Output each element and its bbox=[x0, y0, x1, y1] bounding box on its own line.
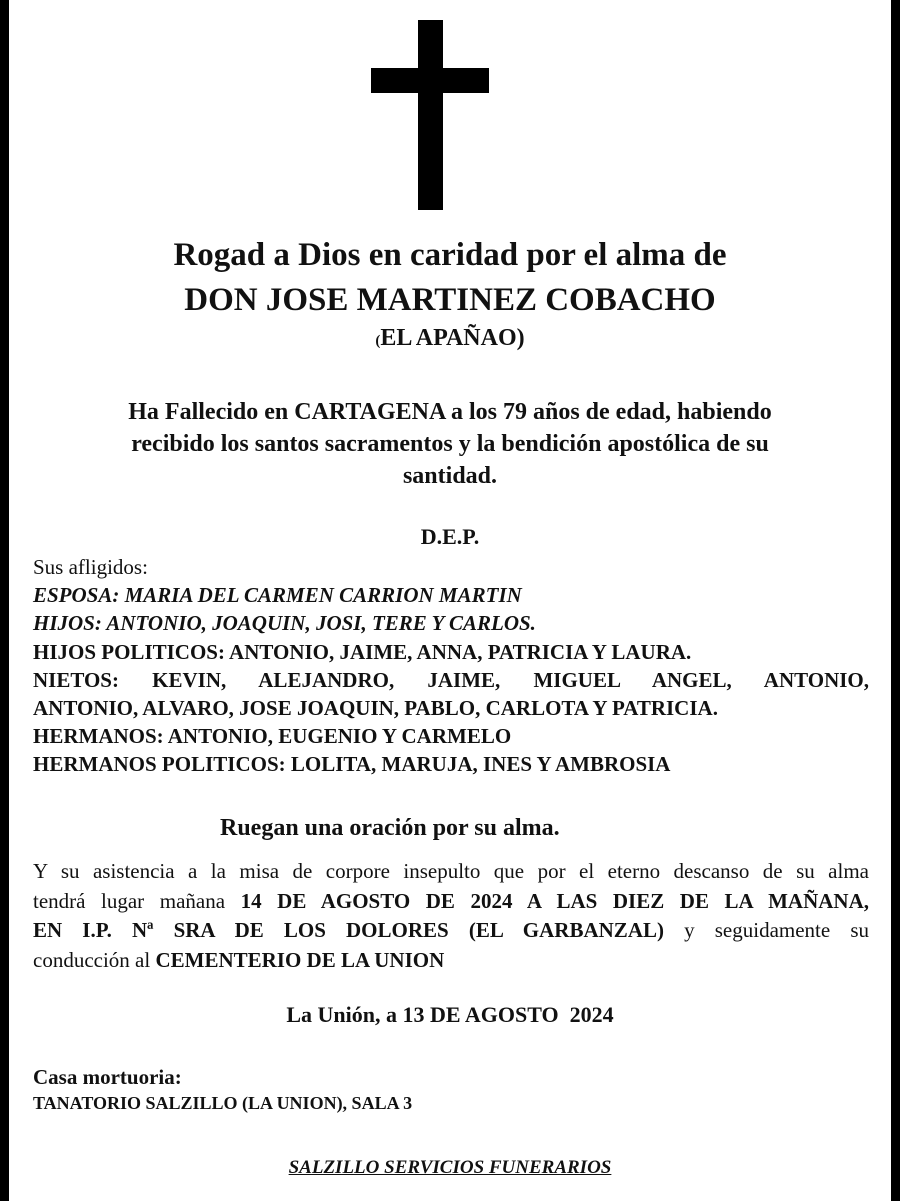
nickname-text: EL APAÑAO) bbox=[380, 325, 525, 351]
relatives-spouse: ESPOSA: MARIA DEL CARMEN CARRION MARTIN bbox=[33, 583, 522, 608]
cross-icon bbox=[371, 20, 489, 210]
mass-details bbox=[33, 857, 869, 975]
mass-text: conducción al bbox=[33, 947, 156, 972]
relatives-children: HIJOS: ANTONIO, JOAQUIN, JOSI, TERE Y CARLOS. bbox=[33, 611, 536, 636]
prayer-request: Ruegan una oración por su alma. bbox=[220, 815, 560, 841]
mass-text: y seguidamente su bbox=[663, 918, 869, 942]
prayer-heading: Rogad a Dios en caridad por el alma de bbox=[173, 237, 727, 273]
dep-label: D.E.P. bbox=[420, 524, 480, 549]
relatives-siblings-in-law: HERMANOS POLITICOS: LOLITA, MARUJA, INES Y AMBROSIA bbox=[33, 752, 671, 777]
announcement-line: recibido los santos sacramentos y la bendición apostólica de su bbox=[131, 431, 769, 457]
relatives-children-in-law: HIJOS POLITICOS: ANTONIO, JAIME, ANNA, PATRICIA Y LAURA. bbox=[33, 639, 692, 664]
relatives-intro: Sus afligidos: bbox=[33, 555, 148, 579]
death-announcement bbox=[30, 396, 870, 492]
mass-text: tendrá lugar mañana bbox=[33, 888, 241, 913]
mass-line bbox=[33, 946, 869, 976]
place-date: La Unión, a 13 DE AGOSTO 2024 bbox=[286, 1002, 614, 1027]
right-border bbox=[891, 0, 900, 1201]
deceased-nickname bbox=[30, 322, 870, 357]
announcement-line: Ha Fallecido en CARTAGENA a los 79 años de edad, habiendo bbox=[128, 399, 772, 425]
funeral-home-label: Casa mortuoria: bbox=[33, 1065, 182, 1089]
deceased-name: DON JOSE MARTINEZ COBACHO bbox=[184, 282, 716, 318]
mass-date-time: 14 DE AGOSTO DE 2024 A LAS DIEZ DE LA MAÑANA, bbox=[240, 888, 869, 913]
relatives-siblings: HERMANOS: ANTONIO, EUGENIO Y CARMELO bbox=[33, 724, 512, 749]
announcement-line: santidad. bbox=[402, 463, 498, 489]
left-border bbox=[0, 0, 9, 1201]
funeral-services-name: SALZILLO SERVICIOS FUNERARIOS bbox=[288, 1157, 612, 1178]
funeral-home-value: TANATORIO SALZILLO (LA UNION), SALA 3 bbox=[33, 1093, 413, 1113]
relatives-grandchildren: NIETOS: KEVIN, ALEJANDRO, JAIME, MIGUEL ANGEL, ANTONIO, bbox=[33, 667, 869, 692]
mass-line bbox=[33, 887, 869, 917]
mass-line: Y su asistencia a la misa de corpore insepulto que por el eterno descanso de su alma bbox=[33, 859, 869, 883]
mass-line bbox=[33, 916, 869, 946]
nickname-open-paren: ( bbox=[375, 333, 381, 349]
relatives-grandchildren-cont: ANTONIO, ALVARO, JOSE JOAQUIN, PABLO, CARLOTA Y PATRICIA. bbox=[33, 696, 718, 721]
relatives-list bbox=[33, 553, 869, 779]
mass-church: EN I.P. Nª SRA DE LOS DOLORES (EL GARBANZAL) bbox=[33, 918, 664, 942]
mass-cemetery: CEMENTERIO DE LA UNION bbox=[155, 947, 445, 972]
